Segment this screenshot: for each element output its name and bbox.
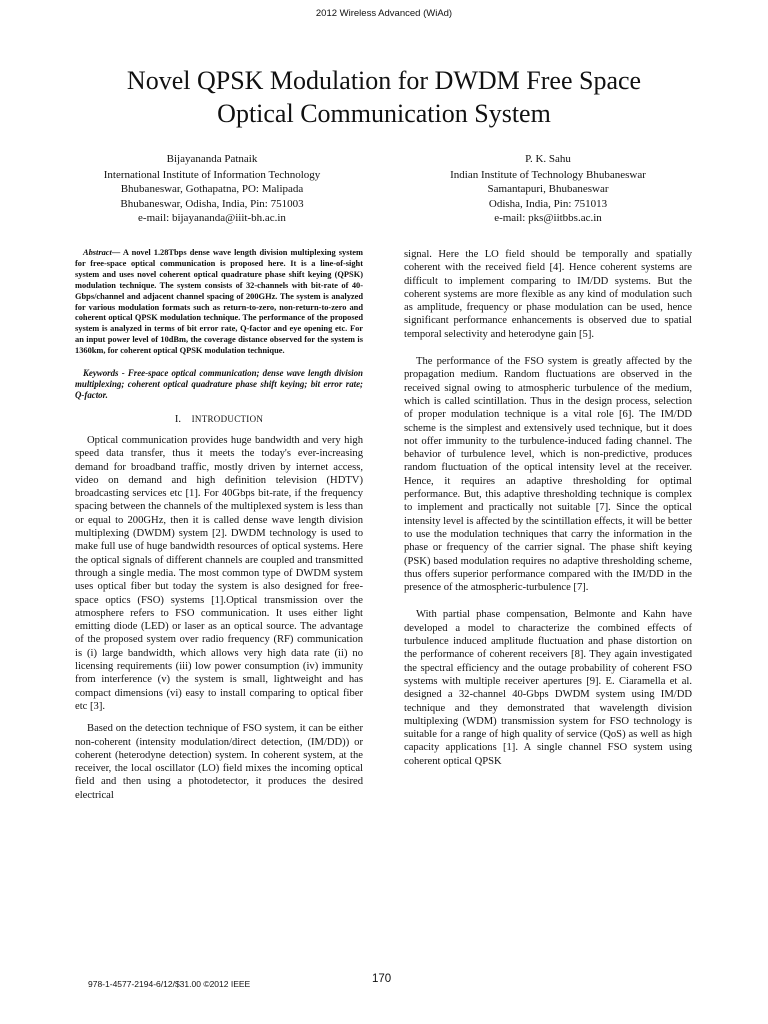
author-affiliation: Indian Institute of Technology Bhubaneswar (450, 168, 646, 181)
body-paragraph: The performance of the FSO system is greatly affected by the propagation medium. Random fluctuations are observed in the received signal owing to atmospheric turbulence of the medium, which is called scintillation. Thus in the design process, selection of proper modulation technique is a vital role [6]. The IM/DD scheme is the simplest and extensively used technique, but it does not offer immunity to the turbulence-induced fading channel. The behavior of turbulence level, which is non-predictive, produces random fluctuation of the optical intensity level at the receiver. Hence, it requires an adaptive thresholding for optimal performance. But, this adaptive thresholding technique is complex to implement and practically not suitable [7]. Since the optical intensity level is affected by the scintillation effects, it will be better to use the modulation techniques that carry the information in the phase or frequency of the carrier signal. The phase shift keying (PSK) based modulation requires no adaptive thresholding scheme, thus offers superior performance compared with the IM/DD in the presence of the atmospheric-turbulence [7]. (404, 356, 692, 594)
author-affiliation: Samantapuri, Bhubaneswar (487, 183, 609, 195)
title-line-1: Novel QPSK Modulation for DWDM Free Space (126, 66, 642, 95)
running-head: 2012 Wireless Advanced (WiAd) (315, 8, 453, 19)
body-paragraph: signal. Here the LO field should be temporally and spatially coherent with the received field [4]. Hence coherent systems are difficult to implement comparing to IM/DD systems. But the coherent systems are more flexible as any kind of modulation such as amplitude, frequency or phase modulation can be used, hence significant performance enhancements is observed due to spatial temporal selectivity and heterodyne gain [5]. (404, 249, 692, 340)
paper-title (60, 64, 708, 130)
section-heading (75, 413, 363, 426)
body-paragraph: Optical communication provides huge bandwidth and very high speed data transfer, thus it meets the today's ever-increasing demand for broadband traffic, mostly driven by internet access, video on demand and high definition television (HDTV) broadcasting services etc [1]. For 40Gbps bit-rate, if the frequency spacing between the channels of the multiplexed system is less than or equal to 200GHz, then it is called dense wave length division multiplexing (DWDM) system [2]. DWDM technology is used to make full use of huge bandwidth resources of optical systems. Here the optical signals of different channels are coupled and transmitted through a single media. The most common type of DWDM system uses optical fiber but today the system is also designed for free-space optics (FSO) systems [1].Optical transmission over the atmosphere refers to FSO communication. It uses either light emitting diode (LED) or laser as an optical source. The advantage of the proposed system over radio frequency (RF) communication is (i) large bandwidth, which allows very high data rate (ii) no licensing requirements (iii) low power consumption (iv) immunity from interference (v) the system is small, lightweight and has compact dimensions (vi) easy to install comparing to optical fiber etc [3]. (75, 434, 363, 712)
left-column (75, 248, 363, 802)
section-title: INTRODUCTION (191, 413, 264, 424)
title-line-2: Optical Communication System (217, 99, 551, 128)
section-number: I. (174, 413, 181, 425)
abstract-label: Abstract— (83, 248, 121, 257)
author-name: P. K. Sahu (525, 153, 571, 165)
abstract-text: A novel 1.28Tbps dense wave length division multiplexing system for free-space optical communication is proposed here. It is a line-of-sight system and uses novel coherent optical quadrature phase shift keying (QPSK) modulation technique. The system consists of 32-channels with bit-rate of 40-Gbps/channel and adjacent channel spacing of 200GHz. The system is analyzed for various modulation formats such as return-to-zero, non-return-to-zero and coherent optical QPSK modulation technique. The performance of the proposed system is analyzed in terms of bit error rate, Q-factor and eye opening etc. For an input power level of 10dBm, the coverage distance observed for the system is 1360km, for coherent optical QPSK modulation technique. (75, 248, 363, 356)
body-paragraph: Based on the detection technique of FSO system, it can be either non-coherent (intensity modulation/direct detection, (IM/DD)) or coherent (heterodyne detection) system. In coherent system, at the receiver, the local oscillator (LO) field mixes the incoming optical field and then using a photodetector, it produces the desired electrical (75, 723, 363, 801)
author-affiliation: International Institute of Information Technology (103, 168, 321, 181)
abstract (75, 248, 363, 357)
author-block-1 (62, 152, 362, 226)
author-affiliation: Bhubaneswar, Gothapatna, PO: Malipada (120, 183, 304, 195)
author-affiliation: Odisha, India, Pin: 751013 (488, 197, 608, 210)
body-paragraph: With partial phase compensation, Belmonte and Kahn have developed a model to characterize the combined effects of turbulence induced amplitude fluctuation and phase distortion on the performance of coherent receivers [8]. They again investigated the spectral efficiency and the outage probability of coherent FSO systems with multiple receiver apertures [9]. E. Ciaramella et al. designed a 32-channel 40-Gbps DWDM system using IM/DD technique and they demonstrated that wavelength division multiplexing (WDM) transmission system for FSO technology is suitable for a range of high quality of service (QoS) as well as high capacity applications [1]. A single channel FSO system using coherent optical QPSK (404, 609, 692, 767)
author-name: Bijayananda Patnaik (166, 153, 258, 165)
right-column (404, 248, 692, 768)
author-block-2 (398, 152, 698, 226)
author-email: e-mail: pks@iitbbs.ac.in (494, 212, 602, 224)
page-number: 170 (372, 973, 392, 985)
author-affiliation: Bhubaneswar, Odisha, India, Pin: 751003 (120, 197, 304, 210)
keywords: Keywords - Free-space optical communication; dense wave length division multiplexing; coherent optical quadrature phase shift keying; bit error rate; Q-factor. (75, 368, 363, 401)
author-email: e-mail: bijayananda@iiit-bh.ac.in (138, 212, 286, 224)
copyright-footer: 978-1-4577-2194-6/12/$31.00 ©2012 IEEE (88, 979, 251, 989)
